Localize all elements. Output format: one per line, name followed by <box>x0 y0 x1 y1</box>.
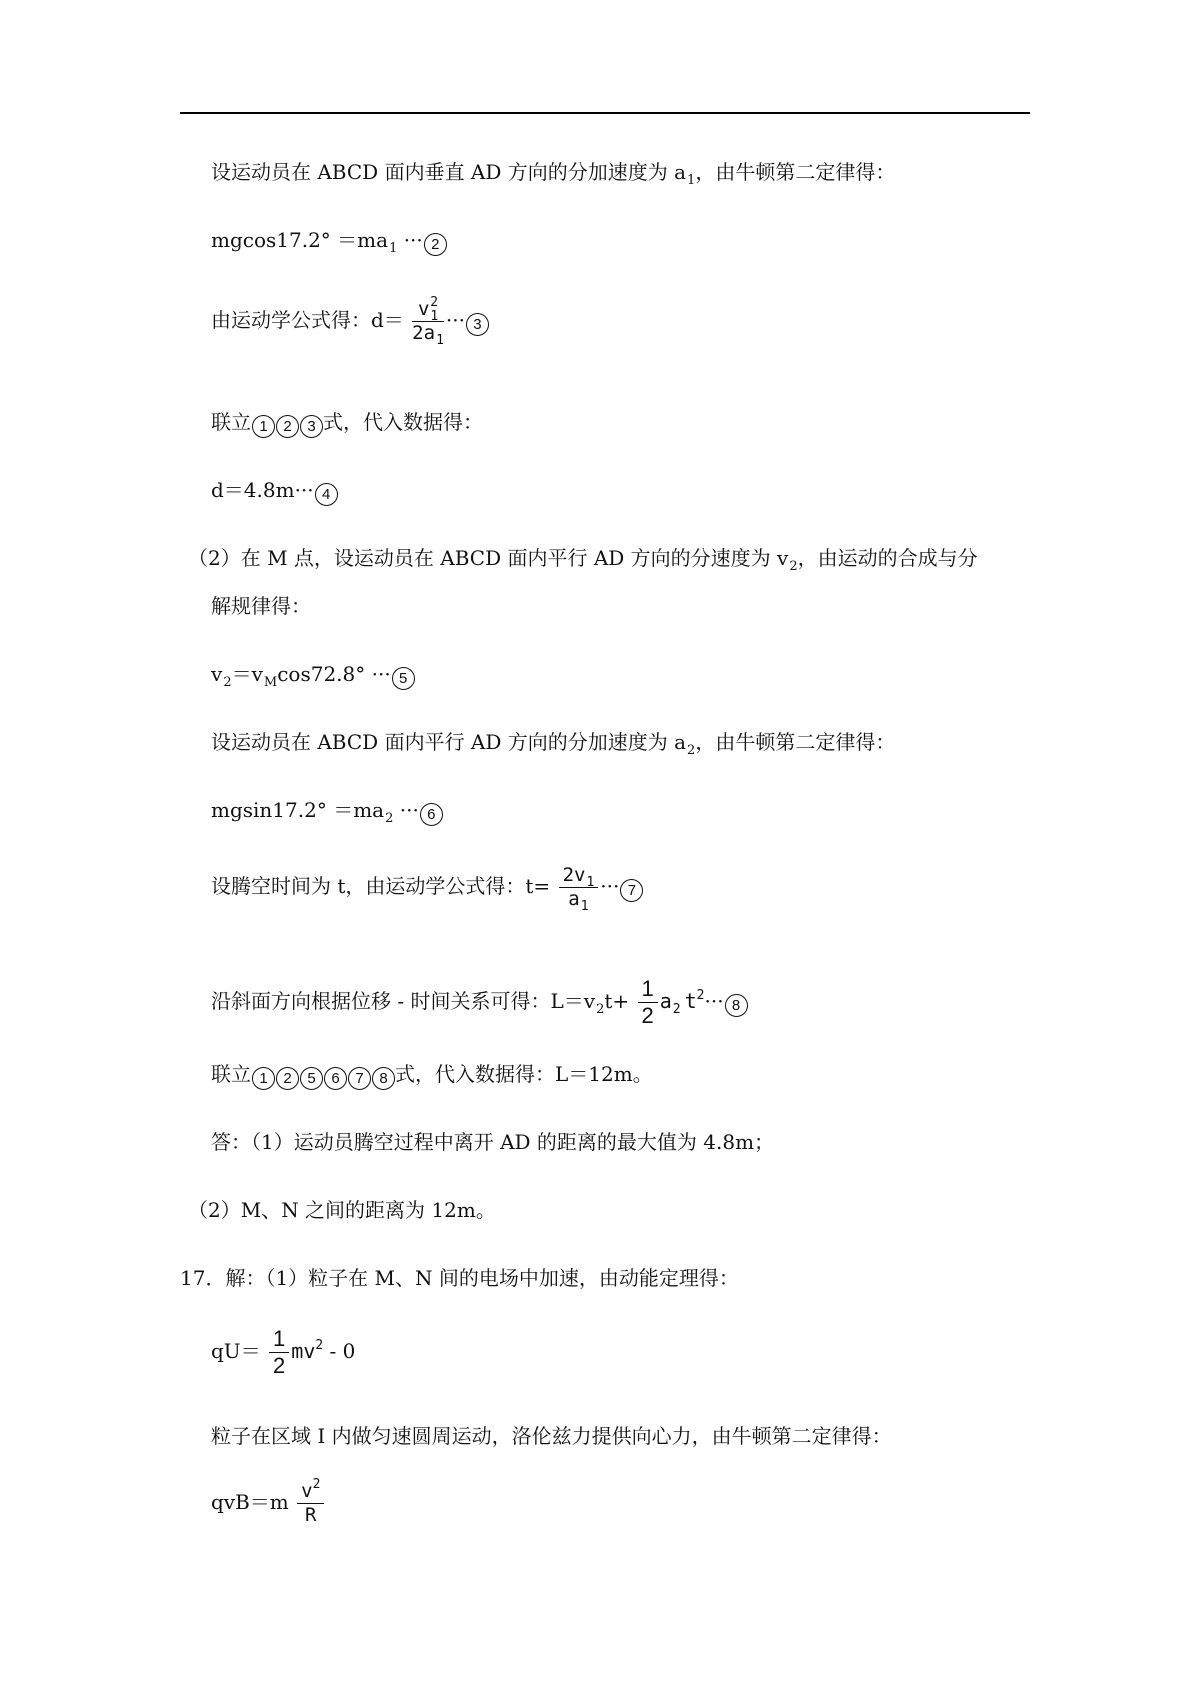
equation-8: 沿斜面方向根据位移 - 时间关系可得：$L=v_2t+$ $\frac{1}{2}$ $a_2$ $t^2\cdot\cdot\cdot 8$ <box>211 978 748 1027</box>
equation-lorentz: qvB＝m $\frac{v^2}{R}$ <box>211 1482 326 1525</box>
circled-number: 4 <box>315 483 338 506</box>
header-rule <box>180 112 1030 114</box>
answer-line-2: （2）M、N 之间的距离为 12m。 <box>188 1198 496 1222</box>
circled-number: 7 <box>620 879 643 902</box>
fraction-one-half: $\frac{1}{2}$ <box>638 978 658 1027</box>
equation-7: 设腾空时间为 t，由运动学公式得：t= $\frac{2v_1}{a_1}$ ··· 7 <box>211 866 643 909</box>
fraction-one-half: $\frac{1}{2}$ <box>269 1328 289 1377</box>
equation-6: $mgsin17.2^\circ =ma_2$ ··· 6 <box>211 800 443 826</box>
text-line-4: 联立 1 2 3 式，代入数据得： <box>211 412 483 438</box>
answer-line-1: 答：（1）运动员腾空过程中离开 AD 的距离的最大值为 4.8m； <box>211 1130 775 1154</box>
text-line-1: 设运动员在 ABCD 面内垂直 AD 方向的分加速度为 $a_1$，由牛顿第二定律得： <box>211 160 896 188</box>
problem-17-heading: 17．解：（1）粒子在 M、N 间的电场中加速，由动能定理得： <box>180 1266 739 1290</box>
text-line-6: （2）在 M 点，设运动员在 ABCD 面内平行 AD 方向的分速度为 $v_2$，由运动的合成与分 <box>188 546 978 574</box>
circled-number: 2 <box>424 233 447 256</box>
text-line-9: 设运动员在 ABCD 面内平行 AD 方向的分加速度为 $a_2$，由牛顿第二定律得： <box>211 730 896 758</box>
equation-5: $v_2=v_M\cos 72.8^\circ$ ··· 5 <box>211 664 415 690</box>
fraction-2v1-over-a1: $\frac{2v_1}{a_1}$ <box>559 866 599 909</box>
circled-number: 6 <box>420 803 443 826</box>
text-line-18: 粒子在区域 I 内做匀速圆周运动，洛伦兹力提供向心力，由牛顿第二定律得： <box>211 1424 892 1448</box>
text-line-13: 联立 1 2 5 6 7 8 式，代入数据得：L＝12m。 <box>211 1064 653 1090</box>
circled-number: 5 <box>392 667 415 690</box>
equation-3: 由运动学公式得：d＝ $\frac{v_1^2}{2a_1}$ ··· 3 <box>211 300 489 343</box>
text-line-7: 解规律得： <box>211 594 311 618</box>
equation-2: $mgcos17.2^\circ =ma_1$ ··· 2 <box>211 230 447 256</box>
circled-number: 8 <box>725 994 748 1017</box>
fraction-v2-over-R: $\frac{v^2}{R}$ <box>297 1482 324 1525</box>
fraction-v1-over-2a1: $\frac{v_1^2}{2a_1}$ <box>412 295 444 348</box>
circled-number: 3 <box>466 313 489 336</box>
equation-energy: qU＝ $\frac{1}{2}$ $mv^2 - 0$ <box>211 1326 356 1378</box>
equation-4: d＝4.8m··· 4 <box>211 480 338 506</box>
